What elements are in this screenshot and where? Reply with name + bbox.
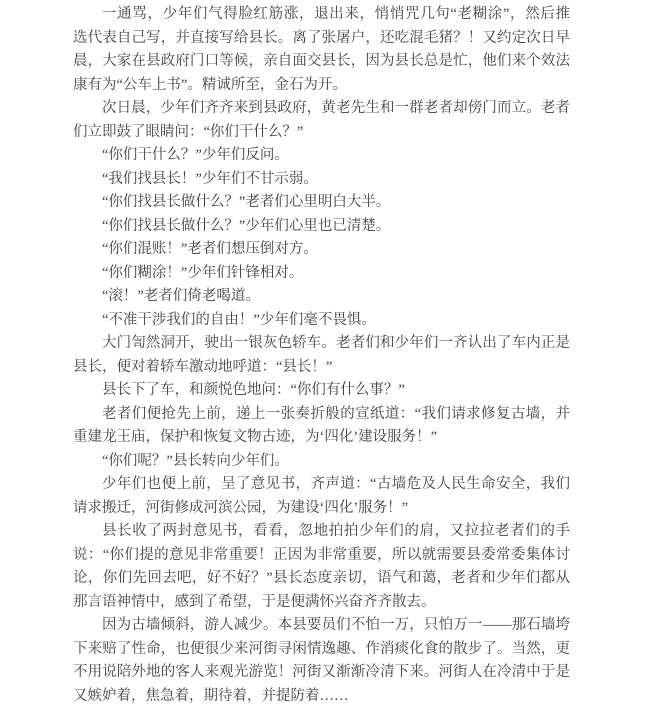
text-line: “你们找县长做什么？”少年们心里也已清楚。: [102, 217, 391, 234]
text-line: 重建龙王庙，保护和恢复文物古迹，为‘四化’建设服务！”: [73, 429, 438, 445]
text-line: “你们呢？”县长转向少年们。: [102, 452, 289, 469]
text-line: “不准干涉我们的自由！”少年们毫不畏惧。: [102, 311, 376, 328]
text-line: 晨，大家在县政府门口等候，亲自面交县长，因为县长总是忙，他们来个效法: [73, 53, 570, 69]
text-line: “你们糊涂！”少年们针锋相对。: [102, 264, 304, 281]
text-line: 县长下了车，和颜悦色地问：“你们有什么事？”: [102, 382, 405, 398]
text-line: 不用说陪外地的客人来观光游览！河街又渐渐冷清下来。河街人在冷清中于是: [73, 664, 570, 680]
text-line: “你们干什么？”少年们反问。: [102, 147, 289, 163]
page-text: [73, 3, 570, 708]
text-line: 们立即鼓了眼睛问：“你们干什么？”: [73, 123, 304, 140]
text-line: 因为古墙倾斜，游人减少。本县要员们不怕一万，只怕万一——那石墙垮: [102, 617, 570, 633]
text-line: 说：“你们提的意见非常重要！正因为非常重要，所以就需要县委常委集体讨: [73, 546, 570, 563]
text-line: 县长收了两封意见书，看看，忽地拍拍少年们的肩，又拉拉老者们的手: [102, 523, 570, 539]
text-line: 老者们便抢先上前，递上一张奏折般的宣纸道：“我们请求修复古墙，并: [102, 405, 570, 422]
text-line: 选代表自己写，并直接写给县长。离了张屠户，还吃混毛猪？！又约定次日早: [73, 29, 570, 46]
text-line: “我们找县长！”少年们不甘示弱。: [102, 170, 318, 187]
text-line: “滚！”老者们倚老喝道。: [102, 288, 260, 304]
text-line: 少年们也便上前，呈了意见书，齐声道：“古墙危及人民生命安全，我们: [102, 476, 570, 492]
text-line: 下来赔了性命，也便很少来河街寻闲情逸趣、作消痰化食的散步了。当然，更: [73, 640, 570, 657]
text-line: 论，你们先回去吧，好不好？”县长态度亲切，语气和蔼，老者和少年们都从: [73, 570, 570, 586]
text-line: “你们找县长做什么？”老者们心里明白大半。: [102, 194, 391, 210]
text-line: 大门訇然洞开，驶出一银灰色轿车。老者们和少年们一齐认出了车内正是: [102, 335, 570, 351]
text-line: 康有为“公车上书”。精诚所至，金石为开。: [73, 76, 347, 93]
text-line: 县长，便对着轿车激动地呼道：“县长！”: [73, 358, 333, 375]
text-line: 次日晨，少年们齐齐来到县政府，黄老先生和一群老者却傍门而立。老者: [102, 100, 570, 116]
text-line: 又嫉妒着，焦急着，期待着，并提防着……: [73, 687, 349, 704]
text-line: 那言语神情中，感到了希望，于是便满怀兴奋齐齐散去。: [73, 593, 436, 610]
text-line: 一通骂，少年们气得脸红筋涨，退出来，悄悄咒几句“老糊涂”，然后推: [102, 6, 570, 22]
text-line: “你们混账！”老者们想压倒对方。: [102, 241, 318, 257]
text-line: 请求搬迁，河街修成河滨公园，为建设‘四化’服务！”: [73, 499, 409, 516]
